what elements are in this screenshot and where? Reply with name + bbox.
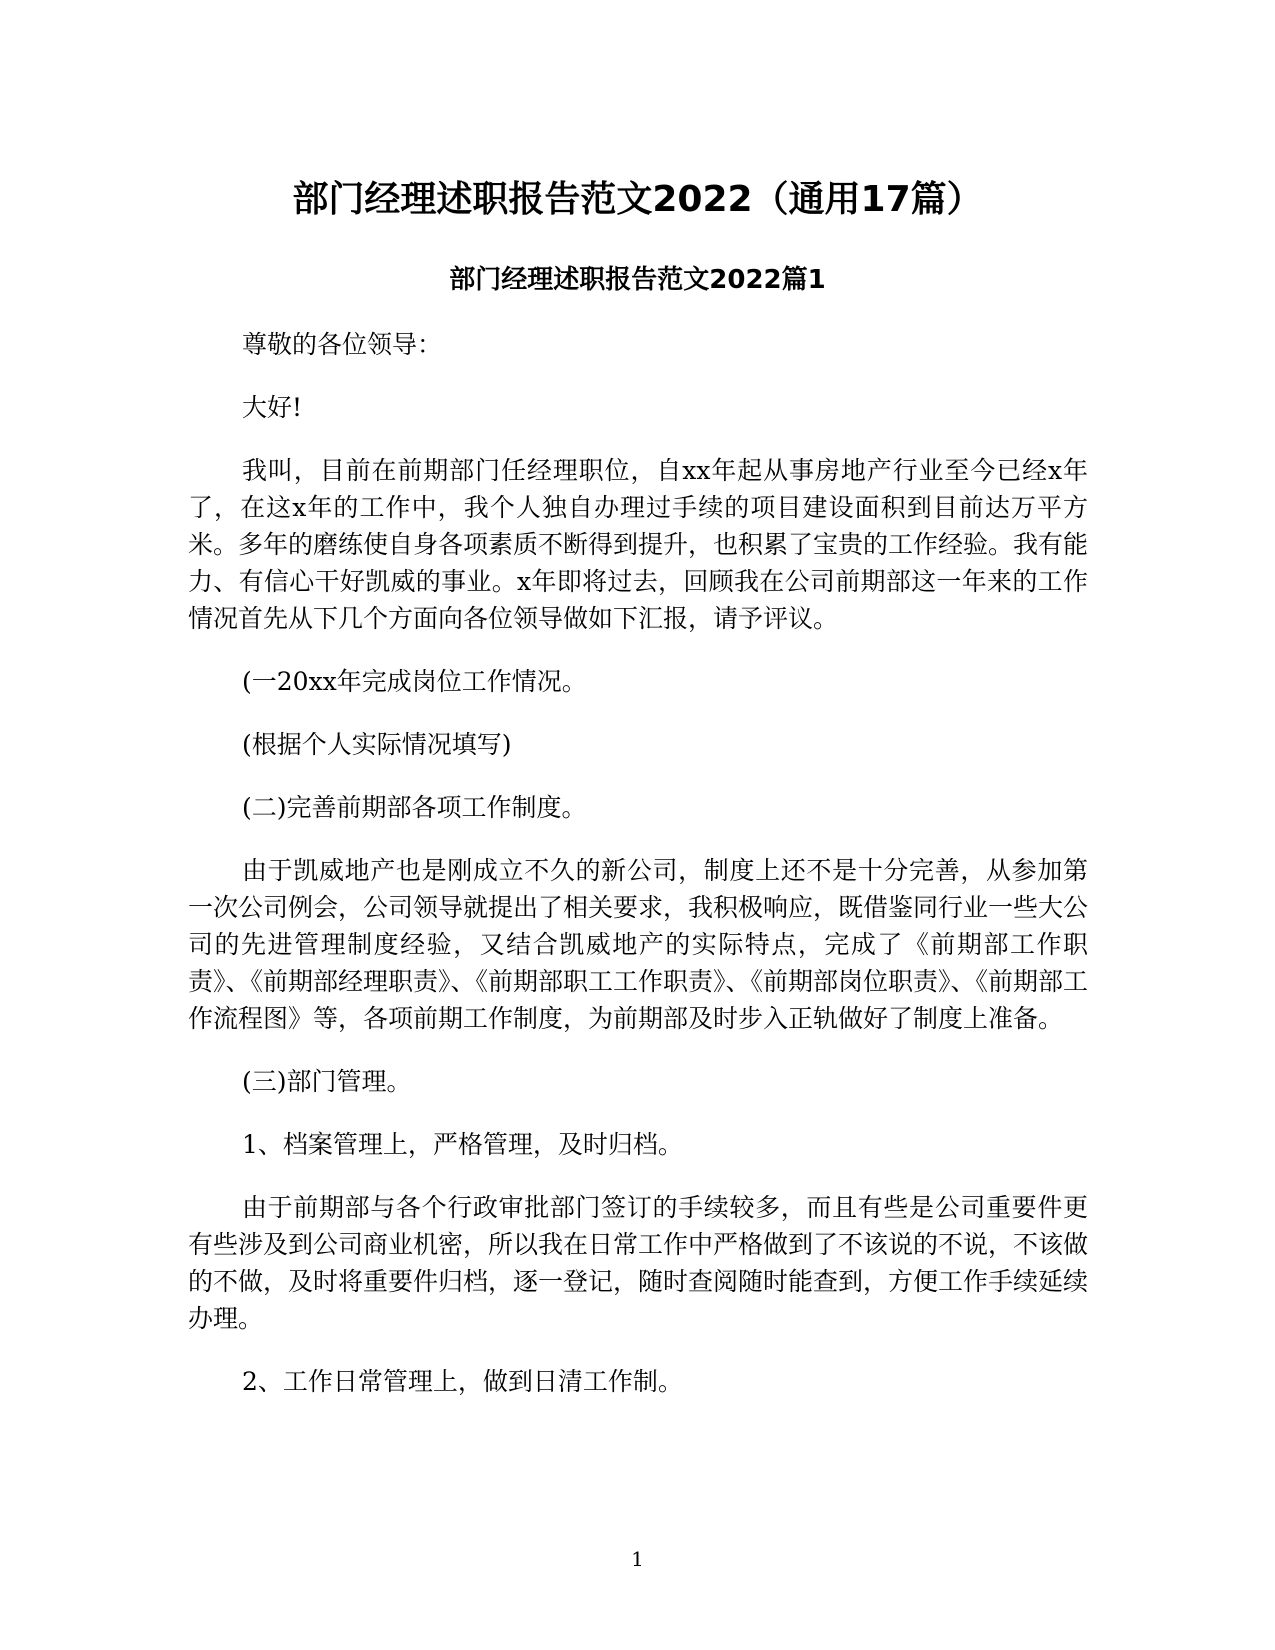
paragraph-greeting: 大好! xyxy=(242,393,303,422)
document-title: 部门经理述职报告范文2022（通用17篇） xyxy=(292,179,983,220)
paragraph-item-2: 2、工作日常管理上，做到日清工作制。 xyxy=(242,1367,683,1396)
paragraph-heading-2: (二)完善前期部各项工作制度。 xyxy=(242,793,587,822)
paragraph-introduction: 我叫，目前在前期部门任经理职位，自xx年起从事房地产行业至今已经x年了，在这x年的工作中，我个人独自办理过手续的项目建设面积到目前达万平方米。多年的磨练使自身各项素质不断得到提升，也积累了宝贵的工作经验。我有能力、有信心干好凯威的事业。x年即将过去，回顾我在公司前期部这一年来的工作情况首先从下几个方面向各位领导做如下汇报，请予评议。 xyxy=(188,456,1089,633)
section-title: 部门经理述职报告范文2022篇1 xyxy=(449,265,826,295)
page-number: 1 xyxy=(631,1547,644,1571)
paragraph-salutation: 尊敬的各位领导： xyxy=(242,330,443,359)
document-body xyxy=(188,326,1088,1426)
paragraph-archive-details: 由于前期部与各个行政审批部门签订的手续较多，而且有些是公司重要件更有些涉及到公司商业机密，所以我在日常工作中严格做到了不该说的不说，不该做的不做，及时将重要件归档，逐一登记，随时查阅随时能查到，方便工作手续延续办理。 xyxy=(188,1193,1089,1333)
paragraph-heading-1: (一20xx年完成岗位工作情况。 xyxy=(242,667,587,696)
paragraph-heading-3: (三)部门管理。 xyxy=(242,1067,412,1096)
paragraph-item-1: 1、档案管理上，严格管理，及时归档。 xyxy=(242,1130,683,1159)
paragraph-system-details: 由于凯威地产也是刚成立不久的新公司，制度上还不是十分完善，从参加第一次公司例会，公司领导就提出了相关要求，我积极响应，既借鉴同行业一些大公司的先进管理制度经验，又结合凯威地产的实际特点，完成了《前期部工作职责》、《前期部经理职责》、《前期部职工工作职责》、《前期部岗位职责》、《前期部工作流程图》等，各项前期工作制度，为前期部及时步入正轨做好了制度上准备。 xyxy=(188,856,1089,1033)
paragraph-note: (根据个人实际情况填写) xyxy=(242,730,512,759)
